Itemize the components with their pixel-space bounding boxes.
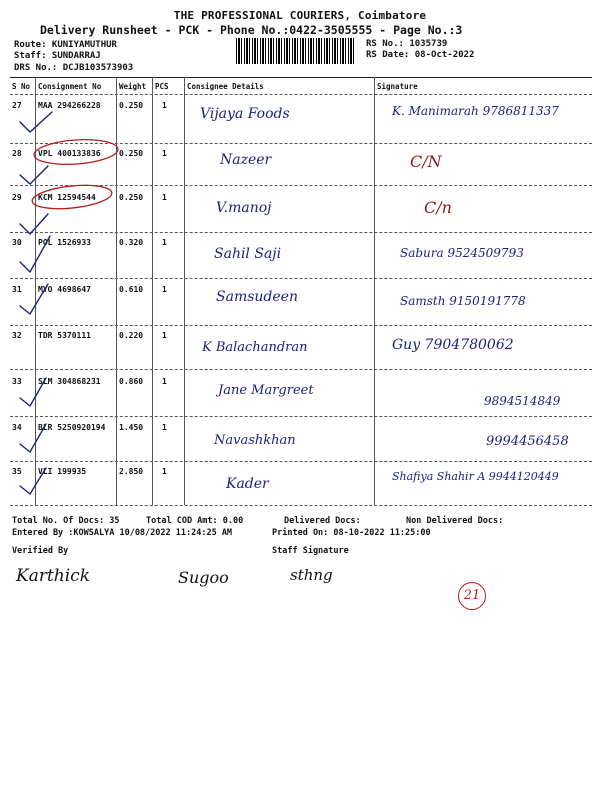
table-bottom-rule bbox=[10, 505, 592, 506]
row-consignee: Jane Margreet bbox=[218, 383, 314, 398]
col-header-consignment: Consignment No bbox=[38, 82, 102, 91]
row-sno: 30 bbox=[12, 238, 22, 247]
staff-label: Staff: SUNDARRAJ bbox=[14, 51, 101, 61]
row-pcs: 1 bbox=[162, 285, 167, 294]
row-consignment: MYO 4698647 bbox=[38, 285, 91, 294]
row-pcs: 1 bbox=[162, 238, 167, 247]
row-consignment: TDR 5370111 bbox=[38, 331, 91, 340]
col-divider bbox=[184, 77, 185, 505]
row-pcs: 1 bbox=[162, 423, 167, 432]
barcode-image bbox=[236, 38, 354, 64]
row-sno: 31 bbox=[12, 285, 22, 294]
row-sno: 35 bbox=[12, 467, 22, 476]
row-sno: 33 bbox=[12, 377, 22, 386]
col-divider bbox=[152, 77, 153, 505]
row-weight: 0.220 bbox=[119, 331, 144, 340]
row-weight: 0.860 bbox=[119, 377, 144, 386]
row-rule bbox=[10, 143, 592, 144]
col-header-signature: Signature bbox=[377, 82, 418, 91]
row-consignee: Vijaya Foods bbox=[200, 106, 290, 122]
verified-by-label: Verified By bbox=[12, 546, 69, 556]
checkmark-icon bbox=[20, 166, 48, 184]
non-delivered-docs: Non Delivered Docs: bbox=[406, 516, 504, 526]
row-consignment: VPL 400133836 bbox=[38, 149, 101, 158]
col-header-pcs: PCS bbox=[155, 82, 169, 91]
row-weight: 0.250 bbox=[119, 101, 144, 110]
staff-initials: Sugoo bbox=[178, 568, 229, 587]
row-consignee: K Balachandran bbox=[202, 340, 308, 355]
row-signature: 9994456458 bbox=[486, 434, 569, 449]
row-consignee: Navashkhan bbox=[214, 433, 296, 448]
row-signature: Guy 7904780062 bbox=[392, 337, 514, 353]
row-weight: 0.250 bbox=[119, 193, 144, 202]
row-signature: K. Manimarah 9786811337 bbox=[392, 104, 559, 118]
row-weight: 1.450 bbox=[119, 423, 144, 432]
rs-number: RS No.: 1035739 bbox=[366, 39, 448, 49]
route-label: Route: KUNIYAMUTHUR bbox=[14, 40, 117, 50]
row-rule bbox=[10, 185, 592, 186]
row-sno: 27 bbox=[12, 101, 22, 110]
row-rule bbox=[10, 278, 592, 279]
col-divider bbox=[116, 77, 117, 505]
row-consignee: Nazeer bbox=[220, 152, 272, 168]
table-top-rule bbox=[10, 77, 592, 78]
row-weight: 0.320 bbox=[119, 238, 144, 247]
row-consignment: VLI 199935 bbox=[38, 467, 87, 476]
rs-date: RS Date: 08-Oct-2022 bbox=[366, 50, 475, 60]
col-divider bbox=[374, 77, 375, 505]
drs-number: DRS No.: DCJB103573903 bbox=[14, 63, 134, 73]
row-sno: 32 bbox=[12, 331, 22, 340]
row-signature: Samsth 9150191778 bbox=[400, 294, 526, 308]
total-docs: Total No. Of Docs: 35 bbox=[12, 516, 120, 526]
company-name: THE PROFESSIONAL COURIERS, Coimbatore bbox=[173, 9, 427, 22]
delivered-docs: Delivered Docs: bbox=[284, 516, 361, 526]
row-rule bbox=[10, 461, 592, 462]
total-cod: Total COD Amt: 0.00 bbox=[146, 516, 244, 526]
row-consignment: MAA 294266228 bbox=[38, 101, 101, 110]
row-pcs: 1 bbox=[162, 101, 167, 110]
row-rule bbox=[10, 369, 592, 370]
row-pcs: 1 bbox=[162, 331, 167, 340]
col-header-sno: S No bbox=[12, 82, 31, 91]
row-rule bbox=[10, 232, 592, 233]
row-signature: 9894514849 bbox=[484, 394, 561, 408]
verifier-signature: Karthick bbox=[16, 566, 91, 586]
row-signature: C/N bbox=[410, 152, 442, 171]
row-sno: 28 bbox=[12, 149, 22, 158]
row-rule bbox=[10, 325, 592, 326]
row-consignment: POL 1526933 bbox=[38, 238, 91, 247]
col-header-consignee: Consignee Details bbox=[187, 82, 264, 91]
row-signature: Sabura 9524509793 bbox=[400, 246, 524, 260]
table-header-rule bbox=[10, 94, 592, 95]
page-mark-stamp: 21 bbox=[458, 582, 486, 610]
row-pcs: 1 bbox=[162, 193, 167, 202]
row-consignee: Samsudeen bbox=[216, 289, 298, 305]
row-rule bbox=[10, 416, 592, 417]
row-weight: 2.850 bbox=[119, 467, 144, 476]
row-pcs: 1 bbox=[162, 377, 167, 386]
row-signature: C/n bbox=[424, 198, 452, 217]
row-consignee: V.manoj bbox=[216, 200, 272, 216]
col-divider bbox=[35, 77, 36, 505]
row-pcs: 1 bbox=[162, 149, 167, 158]
row-pcs: 1 bbox=[162, 467, 167, 476]
row-sno: 34 bbox=[12, 423, 22, 432]
row-consignment: KCM 12594544 bbox=[38, 193, 96, 202]
col-header-weight: Weight bbox=[119, 82, 147, 91]
row-signature: Shafiya Shahir A 9944120449 bbox=[392, 470, 559, 483]
row-consignee: Kader bbox=[226, 476, 269, 492]
staff-signature: sthng bbox=[290, 566, 333, 584]
row-consignment: BLR 5250920194 bbox=[38, 423, 106, 432]
row-weight: 0.250 bbox=[119, 149, 144, 158]
row-sno: 29 bbox=[12, 193, 22, 202]
checkmark-icon bbox=[20, 112, 52, 132]
checkmark-icon bbox=[20, 214, 48, 234]
staff-signature-label: Staff Signature bbox=[272, 546, 349, 556]
runsheet-title: Delivery Runsheet - PCK - Phone No.:0422-3505555 - Page No.:3 bbox=[40, 23, 463, 37]
entered-by: Entered By :KOWSALYA 10/08/2022 11:24:25 AM bbox=[12, 528, 233, 538]
row-consignee: Sahil Saji bbox=[214, 246, 282, 262]
printed-on: Printed On: 08-10-2022 11:25:00 bbox=[272, 528, 431, 538]
row-consignment: SLM 304868231 bbox=[38, 377, 101, 386]
row-weight: 0.610 bbox=[119, 285, 144, 294]
